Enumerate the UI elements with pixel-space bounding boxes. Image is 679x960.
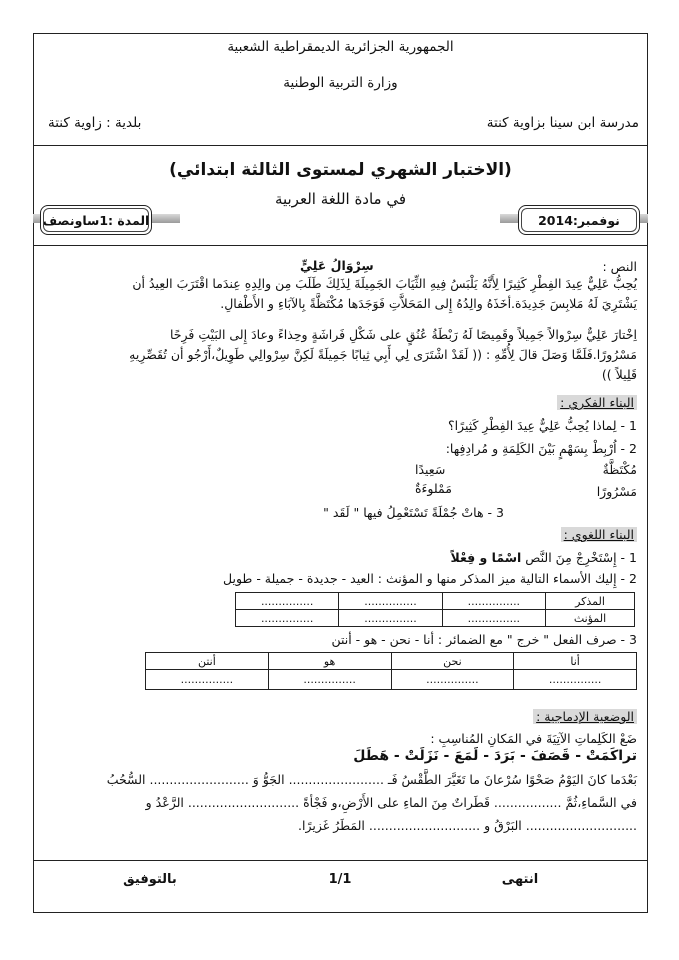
table-row-label: المؤنث xyxy=(546,610,635,627)
comprehension-q1: 1 - لِماذا يُحِبُّ عَلِيٌّ عِيدَ الفِطْرِ كَثِيرًا؟ xyxy=(447,418,637,433)
match-left-2: مَسْرُورًا xyxy=(596,484,637,499)
para2-line3: قَلِيلاً )) xyxy=(601,367,637,382)
match-left-1: مُكْتَظَّةٌ xyxy=(602,462,637,477)
para1-line1: يُحِبُّ عَلِيٌّ عِيدَ الفِطْرِ كَثِيرًا لِأَنَّهُ يَلْبَسُ فِيهِ الثِّيَابَ الجَمِيلَةَ لِذَلِكَ طَلَبَ مِن والِدِهِ عِندَما اقْتَرَبَ العِيدُ أن xyxy=(132,276,637,291)
table-cell: ............... xyxy=(514,670,637,690)
table-header: هو xyxy=(268,653,391,670)
table-row xyxy=(236,593,635,610)
gender-table xyxy=(235,592,635,627)
table-cell: ............... xyxy=(391,670,514,690)
table-cell: ............... xyxy=(268,670,391,690)
exam-subject: في مادة اللغة العربية xyxy=(274,190,407,208)
language-q3: 3 - صرف الفعل " خرج " مع الضمائر : أنا - نحن - هو - أنتن xyxy=(331,632,637,647)
table-cell: ............... xyxy=(146,670,269,690)
integration-instruction: ضَعْ الكَلِماتِ الآتِيَةَ في المَكانِ المُناسِبِ : xyxy=(430,731,637,746)
band-left-inner xyxy=(150,214,180,223)
table-row xyxy=(146,653,637,670)
table-header: نحن xyxy=(391,653,514,670)
story-title: سِرْوَالُ عَلِيٍّ xyxy=(300,258,374,273)
band-right-inner xyxy=(500,214,520,223)
language-q1 xyxy=(450,550,637,565)
exam-title: (الاختبار الشهري لمستوى الثالثة ابتدائي) xyxy=(169,160,512,180)
table-cell: ............... xyxy=(442,593,545,610)
title-divider xyxy=(33,245,648,246)
comprehension-q2: 2 - اُرْبِطْ بِسَهْمٍ بَيْنَ الكَلِمَةِ و مُرادِفِها: xyxy=(445,441,637,456)
ministry-name: وزارة التربية الوطنية xyxy=(283,75,398,91)
match-right-1: سَعِيدًا xyxy=(415,462,446,477)
table-row xyxy=(146,670,637,690)
para1-line2: يَشْتَرِيَ لَهُ مَلابِسَ جَدِيدَة.أخَذَهُ والِدُهُ إِلى المَحَلاَّتِ فَوَجَدَها مُكْتَظَّةً بِالآبَاءِ و الأَطْفالِ. xyxy=(220,296,637,311)
table-cell: ............... xyxy=(236,593,339,610)
table-cell: ............... xyxy=(339,610,442,627)
date-box xyxy=(518,205,640,235)
table-row xyxy=(236,610,635,627)
integration-words: تراكَمَتْ - قَصَفَ - بَرَدَ - لَمَعَ - نَزَلَتْ - هَطَلَ xyxy=(353,748,637,764)
table-cell: ............... xyxy=(442,610,545,627)
table-cell: ............... xyxy=(339,593,442,610)
integration-line3: ............................ البَرْقُ و ............................ المَطَرُ غَزيرًا. xyxy=(298,818,637,833)
page-number: 1/1 xyxy=(328,872,352,887)
duration-box xyxy=(40,205,152,235)
good-luck: بالتوفيق xyxy=(123,872,177,887)
table-row-label: المذكر xyxy=(546,593,635,610)
date-text: نوفمبر:2014 xyxy=(538,212,620,228)
header-divider xyxy=(33,145,648,146)
table-cell: ............... xyxy=(236,610,339,627)
band-right xyxy=(640,214,648,223)
republic-name: الجمهورية الجزائرية الديمقراطية الشعبية xyxy=(227,39,454,55)
para2-line1: اِخْتارَ عَلِيٌّ سِرْوالاً جَمِيلاً وقَمِيصًا لَهُ رَبْطَةُ عُنُقٍ على شَكْلِ فَراشَةٍ وحِذاءً وعادَ إِلى البَيْتِ فَرِحًا xyxy=(169,327,637,342)
school-name: مدرسة ابن سينا بزاوية كنتة xyxy=(486,115,639,131)
match-right-2: مَمْلوءَةٌ xyxy=(415,481,452,496)
duration-text: المدة :1ساونصف xyxy=(42,212,150,228)
conjugation-table xyxy=(145,652,637,690)
table-header: أنتن xyxy=(146,653,269,670)
language-heading: البناء اللغوي : xyxy=(561,527,637,542)
para2-line2: مَسْرُورًا.فَلَمَّا وَصَلَ قالَ لِأُمِّهِ : (( لَقَدْ اشْتَرَى لِي أَبِي ثِيابًا جَمِيلَةً لَكِنَّ سِرْوالِي طَوِيلٌ،أَرْجُو أن تُقَصِّرِيهِ xyxy=(129,347,637,362)
footer-divider xyxy=(33,860,648,861)
integration-heading: الوضعية الإدماجية : xyxy=(533,709,637,724)
end-label: انتهى xyxy=(501,872,539,887)
comprehension-q3: 3 - هاتْ جُمْلَةً تَسْتَعْمِلُ فيها " لَقَد " xyxy=(323,505,504,520)
integration-line2: في السَّماءِ،ثُمَّ ................. قَطَراتٌ مِنَ الماءِ على الأَرْضِ،و فَجْأةً ............................ الرَّعْدُ و xyxy=(145,795,637,810)
table-header: أنا xyxy=(514,653,637,670)
language-q1-prefix: 1 - إِسْتَخْرِجْ مِنَ النَّص xyxy=(525,550,637,565)
text-label: النص : xyxy=(602,259,637,274)
comprehension-heading: البناء الفكري : xyxy=(557,395,637,410)
integration-line1: بَعْدَما كانَ اليَوْمُ صَحْوًا سُرْعانَ ما تَغَيَّرَ الطَّقْسُ فَـ ........................ الجَوُّ وَ ......................... السُّحُبُ xyxy=(106,772,637,787)
municipality: بلدية : زاوية كنتة xyxy=(48,115,142,131)
language-q1-bold: اسْمًا و فِعْلاً xyxy=(450,550,522,565)
language-q2: 2 - إِليك الأسماء التالية ميز المذكر منها و المؤنث : العيد - جديدة - جميلة - طويل xyxy=(223,571,637,586)
